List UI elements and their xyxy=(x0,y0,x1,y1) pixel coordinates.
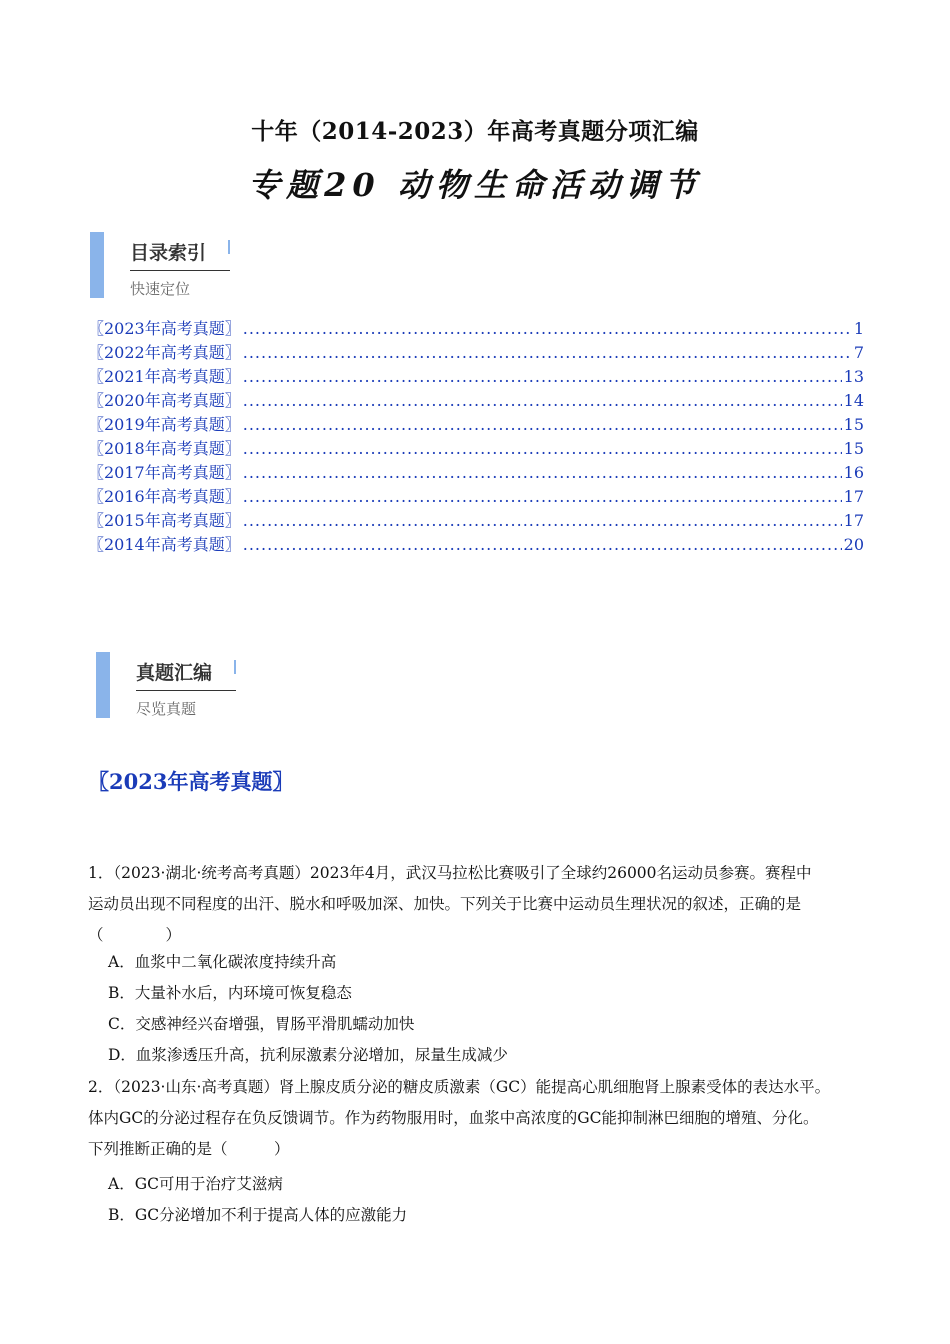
question-line: 2．（2023·山东·高考真题）肾上腺皮质分泌的糖皮质激素（GC）能提高心肌细胞肾上腺素受体的表达水平。 xyxy=(88,1078,831,1096)
year-heading: 〖2023年高考真题〗 xyxy=(88,769,294,794)
toc-entry-title: 〖2019年高考真题〗 xyxy=(88,415,241,434)
document-subtitle: 专题20 动物生命活动调节 xyxy=(248,166,702,204)
section-accent-bar xyxy=(96,652,110,718)
toc-entry-title: 〖2017年高考真题〗 xyxy=(88,463,241,482)
question-line: （ ） xyxy=(88,926,182,944)
question-line: 1．（2023·湖北·统考高考真题）2023年4月，武汉马拉松比赛吸引了全球约26000名运动员参赛。赛程中 xyxy=(88,864,812,882)
toc-entry-page: 17 xyxy=(843,511,864,530)
toc-entry-page: 15 xyxy=(843,415,864,434)
toc-entry-title: 〖2016年高考真题〗 xyxy=(88,487,241,506)
toc-entry-page: 13 xyxy=(843,367,864,386)
option-d[interactable]: D．血浆渗透压升高，抗利尿激素分泌增加，尿量生成减少 xyxy=(108,1046,508,1064)
option-a[interactable]: A．GC可用于治疗艾滋病 xyxy=(108,1175,283,1193)
question-1 xyxy=(88,858,864,951)
toc-entry[interactable] xyxy=(88,316,864,340)
toc-entry-page: 15 xyxy=(843,439,864,458)
toc-leader-dots xyxy=(243,463,842,482)
toc-entry[interactable] xyxy=(88,460,864,484)
option-c[interactable]: C．交感神经兴奋增强，胃肠平滑肌蠕动加快 xyxy=(108,1015,415,1033)
toc-entry[interactable] xyxy=(88,436,864,460)
toc-leader-dots xyxy=(243,391,842,410)
questions-section-label: 真题汇编 xyxy=(136,662,213,684)
toc-entry-page: 7 xyxy=(853,343,864,362)
question-line: 体内GC的分泌过程存在负反馈调节。作为药物服用时，血浆中高浓度的GC能抑制淋巴细胞的增殖、分化。 xyxy=(88,1109,819,1127)
toc-entry[interactable] xyxy=(88,364,864,388)
toc-entry-page: 16 xyxy=(843,463,864,482)
question-2 xyxy=(88,1072,864,1165)
toc-entry[interactable] xyxy=(88,412,864,436)
option-a[interactable]: A．血浆中二氧化碳浓度持续升高 xyxy=(108,953,337,971)
toc-entry-page: 20 xyxy=(843,535,864,554)
section-accent-bar xyxy=(90,232,104,298)
toc-entry-title: 〖2021年高考真题〗 xyxy=(88,367,241,386)
toc-entry-page: 17 xyxy=(843,487,864,506)
toc-leader-dots xyxy=(243,415,842,434)
toc-entry-title: 〖2018年高考真题〗 xyxy=(88,439,241,458)
section-underline xyxy=(130,270,230,271)
toc-section-sublabel: 快速定位 xyxy=(130,280,191,298)
toc-leader-dots xyxy=(243,439,842,458)
option-b[interactable]: B．GC分泌增加不利于提高人体的应激能力 xyxy=(108,1206,408,1224)
toc-entry-page: 14 xyxy=(843,391,864,410)
toc-leader-dots xyxy=(243,319,852,338)
document-title: 十年（2014-2023）年高考真题分项汇编 xyxy=(251,118,699,145)
toc-leader-dots xyxy=(243,343,852,362)
toc-entry[interactable] xyxy=(88,532,864,556)
toc-entry-title: 〖2015年高考真题〗 xyxy=(88,511,241,530)
question-line: 下列推断正确的是（ ） xyxy=(88,1140,290,1158)
toc-leader-dots xyxy=(243,487,842,506)
toc-leader-dots xyxy=(243,511,842,530)
questions-section-heading xyxy=(96,652,296,722)
toc-entry[interactable] xyxy=(88,508,864,532)
toc-entry[interactable] xyxy=(88,388,864,412)
table-of-contents xyxy=(88,316,864,556)
toc-entry[interactable] xyxy=(88,484,864,508)
section-tick-mark xyxy=(234,660,236,674)
toc-entry-title: 〖2014年高考真题〗 xyxy=(88,535,241,554)
toc-entry-title: 〖2023年高考真题〗 xyxy=(88,319,241,338)
toc-entry-title: 〖2020年高考真题〗 xyxy=(88,391,241,410)
option-b[interactable]: B．大量补水后，内环境可恢复稳态 xyxy=(108,984,352,1002)
toc-entry-page: 1 xyxy=(853,319,864,338)
toc-section-label: 目录索引 xyxy=(130,242,207,264)
section-underline xyxy=(136,690,236,691)
toc-leader-dots xyxy=(243,367,842,386)
question-line: 运动员出现不同程度的出汗、脱水和呼吸加深、加快。下列关于比赛中运动员生理状况的叙述，正确的是 xyxy=(88,895,802,913)
section-tick-mark xyxy=(228,240,230,254)
toc-entry[interactable] xyxy=(88,340,864,364)
toc-section-heading xyxy=(90,232,290,302)
toc-leader-dots xyxy=(243,535,842,554)
questions-section-sublabel: 尽览真题 xyxy=(136,700,197,718)
toc-entry-title: 〖2022年高考真题〗 xyxy=(88,343,241,362)
